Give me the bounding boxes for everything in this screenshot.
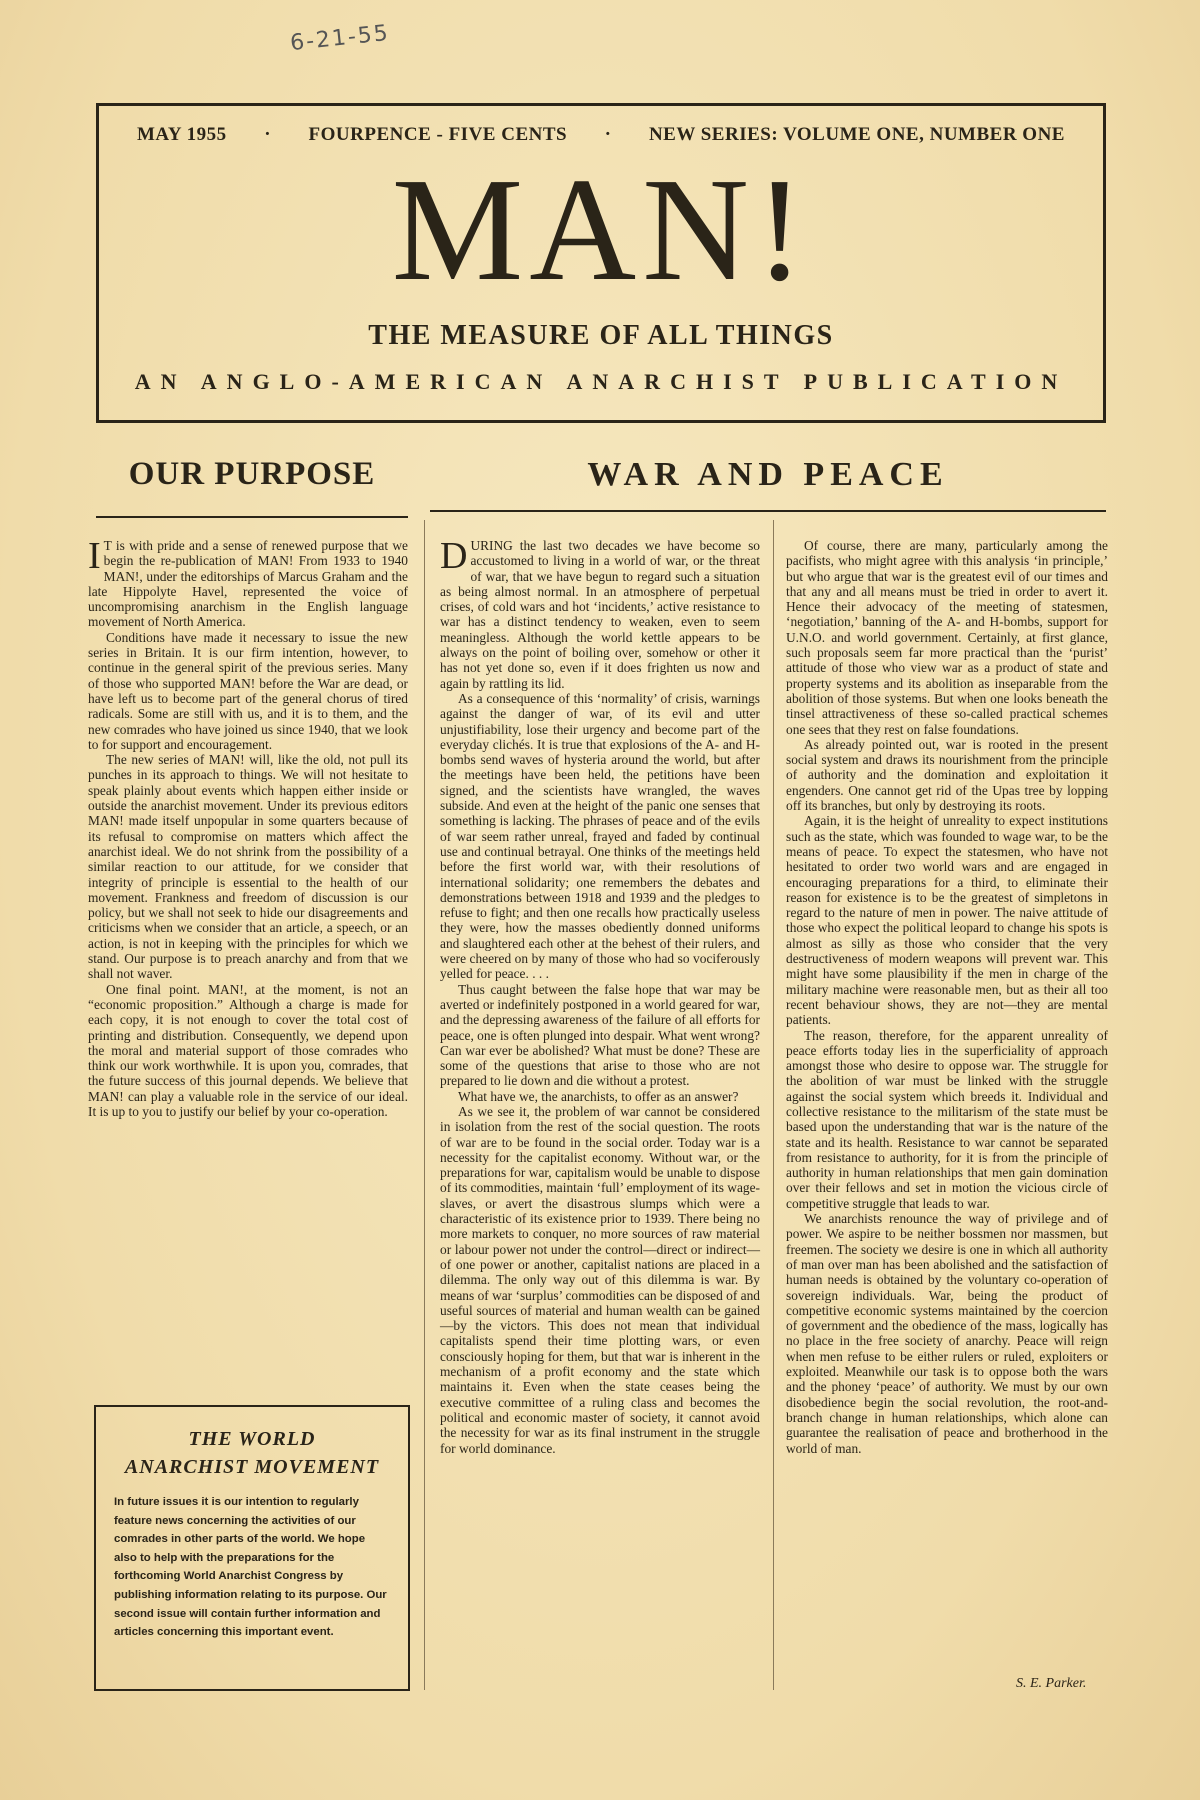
dot-separator: · bbox=[604, 124, 612, 145]
masthead bbox=[96, 103, 1106, 423]
war-and-peace-heading: WAR AND PEACE bbox=[587, 456, 949, 493]
issue-date: MAY 1955 bbox=[137, 124, 227, 145]
article-paragraph: One final point. MAN!, at the moment, is not an “economic proposition.” Although a charge is made for each copy, it is not enough to cover the total cost of printing and distribution. Consequently, we depend upon the moral and material support of those comrades who think our work worthwhile. It is upon you, comrades, that the future success of this journal depends. We believe that MAN! can play a valuable role in the service of our ideal. It is up to you to justify our belief by your co-operation. bbox=[88, 981, 408, 1119]
heading-rule bbox=[430, 510, 1106, 512]
box-title-line: THE WORLD bbox=[188, 1428, 316, 1450]
masthead-info-line bbox=[137, 124, 1065, 146]
article-paragraph: DURING the last two decades we have become so accustomed to living in a world of war, or the threat of war, that we have begun to regard such a situation as being almost normal. In an atmosphere of perpetual crises, of cold wars and hot ‘incidents,’ active resistance to war has a distinct tendency to weaken, even to seem meaningless. Although the world kettle appears to be always on the point of boiling over, somehow or other it has not yet done so, even if it does frighten us now and again by rattling its lid. bbox=[440, 535, 760, 691]
handwritten-date: 6-21-55 bbox=[288, 20, 391, 57]
our-purpose-article bbox=[88, 535, 408, 1119]
world-anarchist-movement-box bbox=[94, 1405, 410, 1691]
publication-tagline: AN ANGLO-AMERICAN ANARCHIST PUBLICATION bbox=[134, 369, 1068, 394]
article-paragraph: As we see it, the problem of war cannot be considered in isolation from the rest of the social question. The roots of war are to be found in the social order. Today war is a necessity for the capitalist economy. Without war, or the preparations for war, capitalism would be unable to dispose of its commodities, maintain ‘full’ employment of its wage-slaves, or avert the disastrous slumps which were a characteristic of its existence prior to 1939. There being no more markets to conquer, no more sources of raw material or labour power not under the control—direct or indirect—of one power or another, capitalist nations are placed in a dilemma. The only way out of this dilemma is war. By means of war ‘surplus’ commodities can be disposed of and useful sources of material and human wealth can be gained—by the victors. This does not mean that individual capitalists spend their time plotting wars, or even consciously hoping for them, but that war is inherent in the mechanism of a profit economy and the state which maintains it. Even when the state ceases being the executive committee of a ruling class and becomes the political and economic master of society, it cannot avoid the necessity for war as its final instrument in the struggle for world dominance. bbox=[440, 1103, 760, 1456]
box-title bbox=[96, 1425, 408, 1481]
issue-price: FOURPENCE - FIVE CENTS bbox=[308, 124, 568, 145]
war-and-peace-column-1 bbox=[440, 535, 760, 1456]
war-and-peace-column-2 bbox=[786, 538, 1108, 1456]
box-body: In future issues it is our intention to regularly feature news concerning the activities of our comrades in other parts of the world. We hope also to help with the preparations for the forthcoming World Anarchist Congress by publishing information relating to its purpose. Our second issue will contain further information and articles concerning this important event. bbox=[114, 1496, 387, 1639]
article-paragraph: Again, it is the height of unreality to expect institutions such as the state, which was founded to wage war, to be the means of peace. To expect the statesmen, who have not hesitated to order two world wars and are engaged in encouraging preparations for a third, to eliminate their reason for existence is to be the greatest of simpletons in regard to the nature of men in power. The naive attitude of those who expect the political leopard to change his spots is almost as silly as those who consider that the very destructiveness of modern weapons will prevent war. This might have some plausibility if the men in charge of the military machine were reasonable men, but as their all too recent behaviour shows, they are not—they are mental patients. bbox=[786, 813, 1108, 1028]
publication-title: MAN! bbox=[391, 148, 811, 312]
article-paragraph: The reason, therefore, for the apparent unreality of peace efforts today lies in the superficiality of approach amongst those who desire to oppose war. The struggle for the abolition of war must be linked with the struggle against the social system which breeds it. Individual and collective resistance to the militarism of the state must be based upon the understanding that war is the nature of the state and its health. Resistance to war cannot be separated from resistance to authority, for it is from the principle of authority in human relationships that men gain domination over their fellows and set in motion the vicious circle of competitive struggle that leads to war. bbox=[786, 1027, 1108, 1211]
article-paragraph: We anarchists renounce the way of privilege and of power. We aspire to be neither bossmen nor massmen, but freemen. The society we desire is one in which all authority of man over man has been abolished and the satisfaction of human needs is obtained by the voluntary co-operation of sovereign individuals. War, being the product of competitive economic systems maintained by the coercion of government and the obedience of the mass, logically has no place in the free society of anarchy. Peace will reign when men refuse to be either rulers or ruled, exploiters or exploited. Meanwhile our task is to oppose both the wars and the phoney ‘peace’ of authority. We must by our own disobedience begin the social revolution, the root-and-branch change in human relationships, which alone can guarantee the realisation of peace and brotherhood in the world of man. bbox=[786, 1211, 1108, 1456]
our-purpose-heading: OUR PURPOSE bbox=[128, 456, 376, 492]
article-paragraph: IT is with pride and a sense of renewed purpose that we begin the re-publication of MAN! From 1933 to 1940 MAN!, under the editorships of Marcus Graham and the late Hippolyte Havel, represented the voice of uncompromising anarchism in the English language movement of North America. bbox=[88, 535, 408, 630]
article-paragraph: What have we, the anarchists, to offer as an answer? bbox=[458, 1088, 739, 1104]
issue-series: NEW SERIES: VOLUME ONE, NUMBER ONE bbox=[648, 124, 1065, 145]
article-paragraph: Conditions have made it necessary to issue the new series in Britain. It is our firm intention, however, to continue in the general spirit of the previous series. Many of those who supported MAN! before the War are dead, or have left us to become part of the general chorus of tired radicals. Some are still with us, and it is to them, and the new comrades who have joined us since 1940, that we look to for support and encouragement. bbox=[88, 629, 408, 752]
author-signature: S. E. Parker. bbox=[1016, 1676, 1087, 1691]
heading-rule bbox=[96, 516, 408, 518]
box-title-line: ANARCHIST MOVEMENT bbox=[124, 1456, 380, 1478]
publication-subtitle: THE MEASURE OF ALL THINGS bbox=[368, 320, 834, 351]
article-paragraph: As a consequence of this ‘normality’ of crisis, warnings against the danger of war, of its evil and utter unjustifiability, lose their urgency and become part of the everyday clichés. It is true that explosions of the A- and H-bombs send waves of hysteria around the world, but after the meetings have been held, the petitions have been signed, and the scientists have wrangled, the waves subside. And even at the height of the panic one senses that something is lacking. The phrases of peace and of the evils of war seem rather unreal, frayed and faded by continual use and continual betrayal. One thinks of the meetings held before the first world war, with their resolutions of international solidarity; one remembers the debates and demonstrations between 1918 and 1939 and the pledges to refuse to fight; and then one recalls how practically useless they were, how the masses obediently donned uniforms and slaughtered each other at the behest of their rulers, and were cheered on by many of those who had so vociferously yelled for peace. . . . bbox=[440, 690, 760, 982]
article-paragraph: Of course, there are many, particularly among the pacifists, who might agree with this analysis ‘in principle,’ but who argue that war is the greatest evil of our times and that any and all means must be tried in order to avert it. Hence their advocacy of the meeting of statesmen, ‘negotiation,’ banning of the A- and H-bombs, support for U.N.O. and world government. Certainly, at first glance, such proposals seem far more practical than the ‘purist’ attitude of those who view war as a product of state and property systems and its abolition as inseparable from the abolition of those systems. But when one looks beneath the tinsel attractiveness of these so-called practical schemes one sees that they rest on false foundations. bbox=[786, 538, 1108, 737]
dot-separator: · bbox=[264, 124, 272, 145]
article-paragraph: The new series of MAN! will, like the old, not pull its punches in its approach to things. We will not hesitate to speak plainly about events which happen either inside or outside the anarchist movement. Under its previous editors MAN! made itself unpopular in some quarters because of its refusal to compromise on matters which affect the anarchist ideal. We do not shrink from the possibility of a similar reaction to our attitude, for we consider that integrity of principle is essential to the health of our movement. Frankness and freedom of discussion is our policy, but we shall not seek to hide our disagreements and criticisms when we consider that an article, a speech, or an action, is not in keeping with the principles for which we stand. Our purpose is to preach anarchy and from that we shall not waver. bbox=[88, 752, 408, 982]
column-divider bbox=[773, 520, 774, 1690]
article-paragraph: As already pointed out, war is rooted in the present social system and draws its nourishment from the principle of authority and the domination and exploitation it engenders. One cannot get rid of the Upas tree by lopping off its branches, but only by destroying its roots. bbox=[786, 736, 1108, 814]
column-divider bbox=[424, 520, 425, 1690]
article-paragraph: Thus caught between the false hope that war may be averted or indefinitely postponed in a world geared for war, and the depressing awareness of the failure of all efforts for peace, one is often plunged into despair. What went wrong? Can war ever be abolished? What must be done? These are some of the questions that arise to those who are not prepared to lie down and die without a protest. bbox=[440, 981, 760, 1089]
